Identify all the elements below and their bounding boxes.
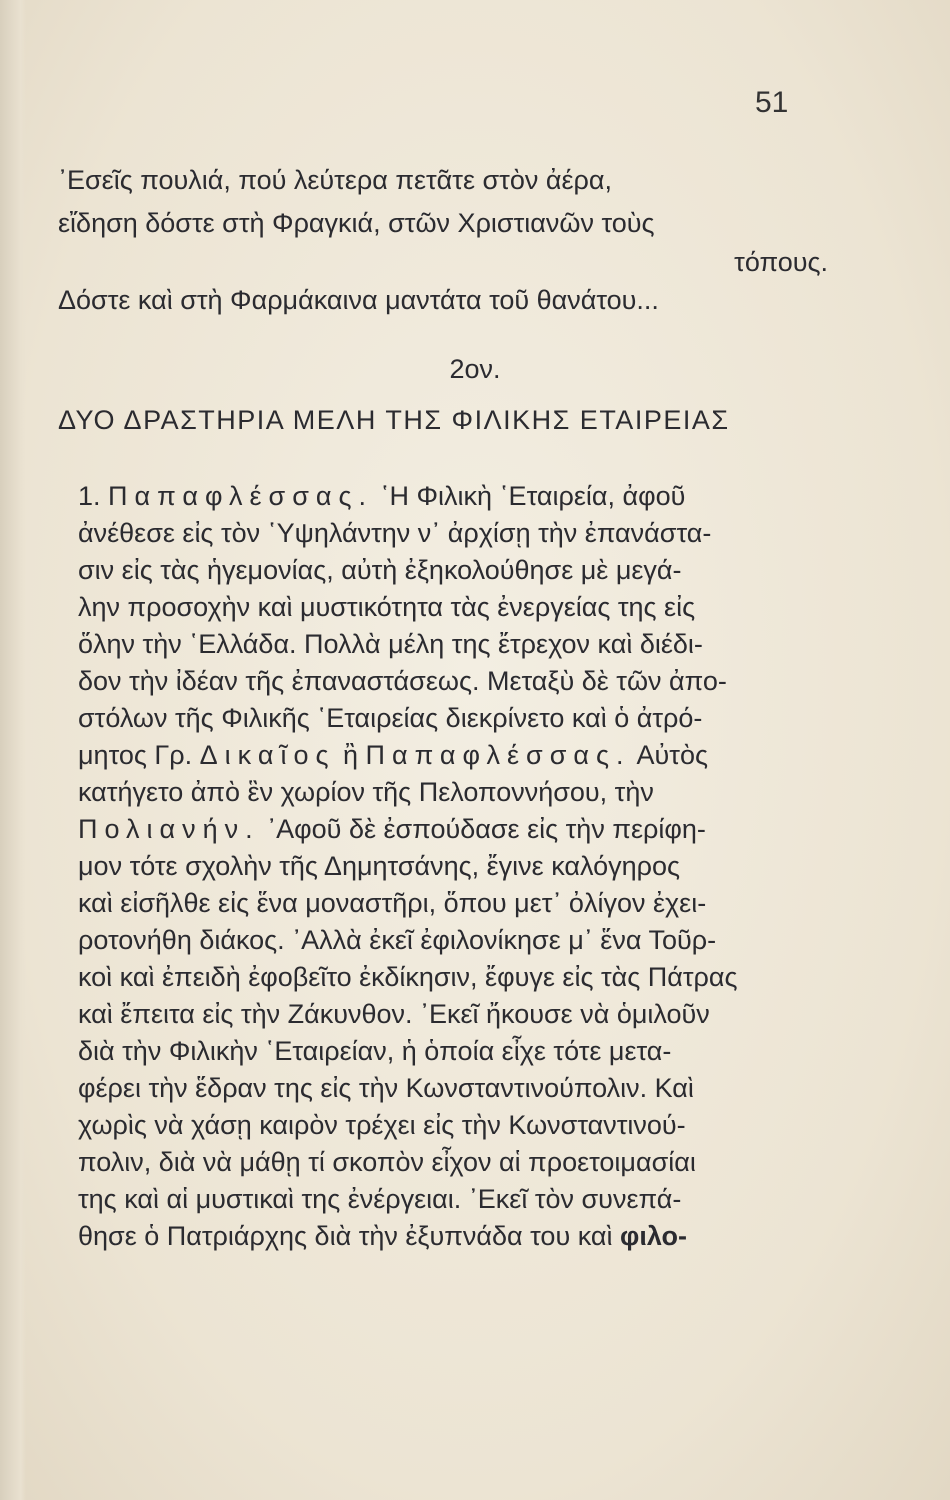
- body-line: πολιν, διὰ νὰ μάθῃ τί σκοπὸν εἶχον αἱ προετοιμασίαι: [78, 1147, 696, 1177]
- body-line: κοὶ καὶ ἐπειδὴ ἐφοβεῖτο ἐκδίκησιν, ἔφυγε εἰς τὰς Πάτρας: [78, 962, 738, 992]
- body-line: ροτονήθη διάκος. ᾿Αλλὰ ἐκεῖ ἐφιλονίκησε μ᾿ ἕνα Τοῦρ-: [78, 925, 717, 955]
- section-ordinal: 2ον.: [449, 354, 501, 384]
- place-name: Πολιανήν.: [78, 814, 260, 844]
- page-spine-shadow: [0, 0, 26, 1500]
- text-run: μητος Γρ.: [78, 740, 193, 770]
- body-line: στόλων τῆς Φιλικῆς ῾Εταιρείας διεκρίνετο καὶ ὁ ἀτρό-: [78, 703, 703, 733]
- body-line: κατήγετο ἀπὸ ἓν χωρίον τῆς Πελοποννήσου, τὴν: [78, 777, 654, 807]
- text-run: Αὐτὸς: [636, 740, 708, 770]
- body-line: καὶ ἔπειτα εἰς τὴν Ζάκυνθον. ᾿Εκεῖ ἤκουσε νὰ ὁμιλοῦν: [78, 999, 710, 1029]
- bold-word: φιλο-: [620, 1221, 688, 1251]
- body-line: [78, 1218, 830, 1254]
- body-line: [78, 737, 830, 773]
- chapter-title: ΔΥΟ ΔΡΑΣΤΗΡΙΑ ΜΕΛΗ ΤΗΣ ΦΙΛΙΚΗΣ ΕΤΑΙΡΕΙΑΣ: [58, 405, 730, 435]
- body-line: της καὶ αἱ μυστικαὶ της ἐνέργειαι. ᾿Εκεῖ τὸν συνεπά-: [78, 1184, 682, 1214]
- body-line: δον τὴν ἰδέαν τῆς ἐπαναστάσεως. Μεταξὺ δὲ τῶν ἀπο-: [78, 666, 727, 696]
- poem-line: Δόστε καὶ στὴ Φαρμάκαινα μαντάτα τοῦ θανάτου...: [58, 285, 659, 315]
- body-line: ὅλην τὴν ῾Ελλάδα. Πολλὰ μέλη της ἔτρεχον καὶ διέδι-: [78, 629, 703, 659]
- person-name: Παπαφλέσσας.: [108, 481, 373, 511]
- text-run: ᾿Αφοῦ δὲ ἐσπούδασε εἰς τὴν περίφη-: [267, 814, 706, 844]
- poem-line: εἴδηση δόστε στὴ Φραγκιά, στῶν Χριστιανῶν τοὺς: [58, 208, 655, 238]
- text-run: ῾Η Φιλικὴ ῾Εταιρεία, ἀφοῦ: [380, 481, 686, 511]
- person-name: Παπαφλέσσας.: [365, 740, 631, 770]
- body-line: [78, 478, 830, 514]
- body-line: ἀνέθεσε εἰς τὸν ῾Υψηλάντην ν᾿ ἀρχίσῃ τὴν ἐπανάστα-: [78, 518, 712, 548]
- body-line: [78, 811, 830, 847]
- body-line: φέρει τὴν ἕδραν της εἰς τὴν Κωνσταντινούπολιν. Καὶ: [78, 1073, 694, 1103]
- body-line: χωρὶς νὰ χάσῃ καιρὸν τρέχει εἰς τὴν Κωνσταντινού-: [78, 1110, 686, 1140]
- body-line: καὶ εἰσῆλθε εἰς ἕνα μοναστῆρι, ὅπου μετ᾿ ὀλίγον ἐχει-: [78, 888, 707, 918]
- poem-line: ᾿Εσεῖς πουλιά, πού λεύτερα πετᾶτε στὸν ἀέρα,: [58, 165, 612, 195]
- item-number: 1.: [78, 481, 101, 511]
- page-number: 51: [755, 86, 789, 119]
- body-line: διὰ τὴν Φιλικὴν ῾Εταιρείαν, ἡ ὁποία εἶχε τότε μετα-: [78, 1036, 672, 1066]
- poem-line: τόπους.: [734, 247, 828, 277]
- text-run: θησε ὁ Πατριάρχης διὰ τὴν ἐξυπνάδα του καὶ: [78, 1221, 613, 1251]
- text-run: ἢ: [343, 740, 359, 770]
- body-line: μον τότε σχολὴν τῆς Δημητσάνης, ἔγινε καλόγηρος: [78, 851, 680, 881]
- person-name: Δικαῖος: [199, 740, 336, 770]
- body-line: σιν εἰς τὰς ἡγεμονίας, αὐτὴ ἐξηκολούθησε μὲ μεγά-: [78, 555, 682, 585]
- body-line: λην προσοχὴν καὶ μυστικότητα τὰς ἐνεργείας της εἰς: [78, 592, 696, 622]
